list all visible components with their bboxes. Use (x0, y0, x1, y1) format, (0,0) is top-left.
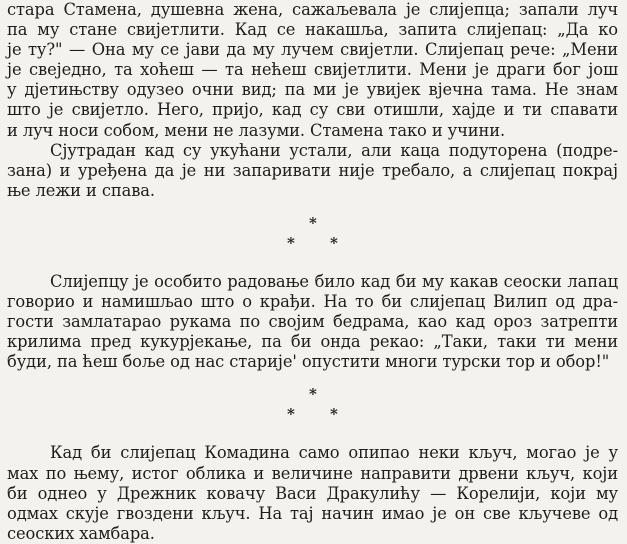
paragraph-1 (7, 0, 618, 141)
separator-star: * (309, 213, 317, 232)
separator-star: * (287, 405, 295, 424)
paragraph-3 (7, 272, 618, 372)
text-line: и луч носи собом, мени не лазуми. Стамена тако и учини. (7, 120, 506, 140)
separator-star: * (287, 233, 295, 252)
text-line: је свеједно, та хоћеш — та нећеш свијетлити. Мени је драги бог још (7, 60, 618, 80)
separator-star: * (330, 405, 338, 424)
text-line: мах по њему, истог облика и величине направити дрвени кључ, који (7, 463, 618, 483)
paragraph-4 (7, 443, 618, 543)
text-line: Слијепцу је особито радовање било кад би му какав сеоски лапац (50, 271, 618, 291)
separator-star: * (330, 233, 338, 252)
separator-star: * (309, 385, 317, 404)
text-line: стара Стамена, душевна жена, сажаљевала је слијепца; запали луч (7, 0, 618, 19)
section-separator (7, 212, 618, 252)
text-line: одмах скује гвоздени кључ. На тај начин имао је он све кључеве од (7, 503, 618, 523)
text-line: крилима пред кукурјекање, па би онда рекао: „Таки, таки ти мени (7, 332, 618, 352)
text-line: што је свијетло. Него, пријо, кад су сви отишли, хајде и ти спавати (7, 100, 618, 120)
text-line: Сјутрадан кад су укућани устали, али каца подуторена (подре- (50, 140, 618, 160)
text-line: је ту?" — Она му се јави да му лучем свијетли. Слијепац рече: „Мени (7, 40, 618, 60)
text-line: зана) и уређена да је ни запаривати није требало, а слијепац покрај (7, 160, 618, 180)
text-line: па му стане свијетлити. Кад се накашља, запита слијепац: „Да ко (7, 20, 618, 40)
text-line: говорио и намишљао што о крађи. На то би слијепац Вилип од дра- (7, 292, 618, 312)
text-line: ње лежи и спава. (7, 180, 155, 200)
paragraph-2 (7, 141, 618, 201)
text-line: би однео у Дрежник ковачу Васи Дракулићу — Корелији, који му (7, 483, 618, 503)
text-line: у дјетињству одузео очни вид; па ми је увијек вјечна тама. Не знам (7, 80, 618, 100)
section-separator (7, 383, 618, 423)
text-line: буди, па ћеш боље од нас старије' опустити многи турски тор и обор!" (7, 352, 610, 372)
text-line: Кад би слијепац Комадина само опипао неки кључ, могао је у (50, 443, 618, 463)
text-line: гости замлатарао рукама по својим бедрама, као кад ороз затрепти (7, 312, 618, 332)
text-line: сеоских хамбара. (7, 523, 155, 543)
